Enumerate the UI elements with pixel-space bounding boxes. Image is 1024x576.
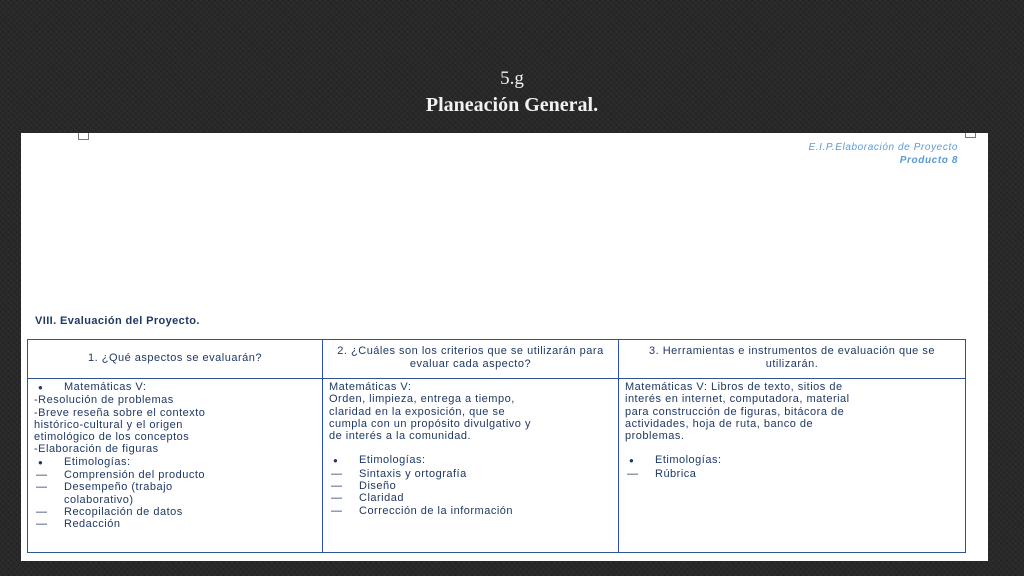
bullet-item: ● Etimologías: <box>625 454 959 467</box>
cell-tools <box>619 379 966 553</box>
text-line: Matemáticas V: <box>329 381 412 393</box>
header-line-2: Producto 8 <box>899 155 958 166</box>
bullet-item: ● Matemáticas V: <box>34 381 316 394</box>
header-cell-criteria: 2. ¿Cuáles son los criterios que se utilizarán para evaluar cada aspecto? <box>323 340 619 379</box>
table-row <box>28 379 966 553</box>
dash-marker: — <box>627 467 639 480</box>
text-line: Matemáticas V: Libros de texto, sitios de <box>625 381 843 393</box>
dash-item: — Recopilación de datos <box>36 505 183 518</box>
header-cell-aspects: 1. ¿Qué aspectos se evaluarán? <box>28 340 323 379</box>
cell-aspects <box>28 379 323 553</box>
dash-item: — Desempeño (trabajo <box>36 481 173 494</box>
crop-mark-icon <box>78 133 89 140</box>
document-image <box>21 133 988 561</box>
slide-title <box>0 68 1024 118</box>
text-line: Orden, limpieza, entrega a tiempo, <box>329 393 515 406</box>
dash-marker: — <box>331 492 343 505</box>
dash-item-continuation: colaborativo) <box>64 493 134 506</box>
dash-marker: — <box>331 467 343 480</box>
cell-criteria <box>323 379 619 553</box>
text-line: -Elaboración de figuras <box>34 443 159 456</box>
dash-marker: — <box>331 480 343 493</box>
slide-heading: Planeación General. <box>425 94 599 116</box>
text-line: problemas. <box>625 430 685 443</box>
dash-marker: — <box>36 481 48 494</box>
dash-item: — Redacción <box>36 518 121 531</box>
text-line: -Resolución de problemas <box>34 394 174 407</box>
text-line: -Breve reseña sobre el contexto <box>34 406 206 419</box>
text-line: claridad en la exposición, que se <box>329 405 506 418</box>
text-line: interés en internet, computadora, material <box>625 393 850 406</box>
bullet-item: ● Etimologías: <box>34 456 316 469</box>
text-line: histórico-cultural y el origen <box>34 418 183 431</box>
evaluation-table <box>27 339 966 553</box>
dash-marker: — <box>331 504 343 517</box>
dash-marker: — <box>36 469 48 482</box>
dash-item: — Diseño <box>331 480 397 493</box>
text-line: actividades, hoja de ruta, banco de <box>625 417 814 430</box>
section-title: VIII. Evaluación del Proyecto. <box>35 315 200 327</box>
dash-item: — Sintaxis y ortografía <box>331 467 467 480</box>
header-line-1: E.I.P.Elaboración de Proyecto <box>808 142 958 153</box>
bullet-item: ● Etimologías: <box>329 454 612 467</box>
text-line: para construcción de figuras, bitácora de <box>625 405 845 418</box>
dash-marker: — <box>36 518 48 531</box>
text-line: de interés a la comunidad. <box>329 430 472 443</box>
header-cell-tools: 3. Herramientas e instrumentos de evaluación que se utilizarán. <box>619 340 966 379</box>
document-header <box>808 141 958 167</box>
dash-item: — Claridad <box>331 492 404 505</box>
text-line: etimológico de los conceptos <box>34 431 190 444</box>
dash-item: — Comprensión del producto <box>36 469 206 482</box>
text-line: cumpla con un propósito divulgativo y <box>329 417 531 430</box>
dash-item: — Corrección de la información <box>331 504 514 517</box>
table-header-row <box>28 340 966 379</box>
crop-mark-icon <box>965 133 976 138</box>
dash-item: — Rúbrica <box>627 467 697 480</box>
dash-marker: — <box>36 505 48 518</box>
slide-number: 5.g <box>500 68 524 89</box>
